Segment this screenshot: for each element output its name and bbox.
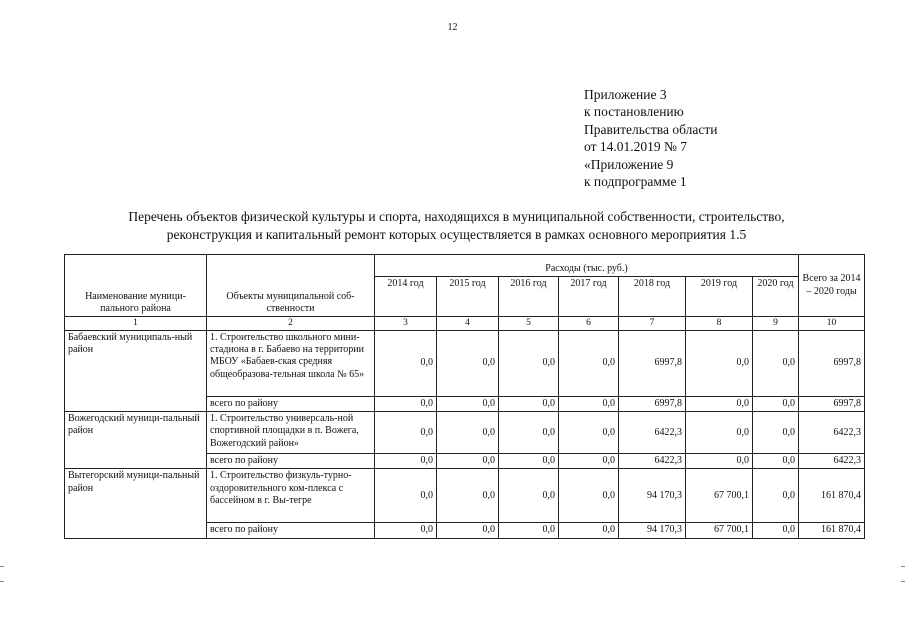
subtotal-cell: 0,0 bbox=[499, 523, 559, 538]
subtotal-total-cell: 6997,8 bbox=[799, 397, 865, 412]
value-cell: 0,0 bbox=[559, 412, 619, 454]
header-district: Наименование муници-пального района bbox=[65, 255, 207, 317]
subtotal-cell: 0,0 bbox=[499, 454, 559, 469]
column-number: 1 bbox=[65, 317, 207, 331]
column-number: 7 bbox=[619, 317, 686, 331]
total-cell: 6422,3 bbox=[799, 412, 865, 454]
value-cell: 0,0 bbox=[499, 331, 559, 397]
scan-edge-mark bbox=[901, 566, 905, 567]
subtotal-cell: 0,0 bbox=[437, 397, 499, 412]
value-cell: 0,0 bbox=[753, 331, 799, 397]
header-year: 2017 год bbox=[559, 277, 619, 317]
header-expenses: Расходы (тыс. руб.) bbox=[375, 255, 799, 277]
column-number: 10 bbox=[799, 317, 865, 331]
header-year: 2015 год bbox=[437, 277, 499, 317]
subtotal-cell: 0,0 bbox=[375, 454, 437, 469]
value-cell: 0,0 bbox=[437, 331, 499, 397]
value-cell: 0,0 bbox=[559, 469, 619, 523]
subtotal-total-cell: 161 870,4 bbox=[799, 523, 865, 538]
appendix-line: от 14.01.2019 № 7 bbox=[584, 139, 687, 155]
subtotal-cell: 0,0 bbox=[375, 397, 437, 412]
table-row bbox=[65, 331, 865, 397]
subtotal-cell: 94 170,3 bbox=[619, 523, 686, 538]
scan-edge-mark bbox=[0, 566, 4, 567]
value-cell: 0,0 bbox=[375, 331, 437, 397]
subtotal-cell: 6997,8 bbox=[619, 397, 686, 412]
object-name: 1. Строительство школьного мини-стадиона в г. Бабаево на территории МБОУ «Бабаев-ская средняя общеобразова-тельная школа № 65» bbox=[207, 331, 375, 397]
column-number: 3 bbox=[375, 317, 437, 331]
header-total: Всего за 2014 – 2020 годы bbox=[799, 255, 865, 317]
subtotal-label: всего по району bbox=[207, 454, 375, 469]
subtotal-cell: 0,0 bbox=[559, 454, 619, 469]
subtotal-total-cell: 6422,3 bbox=[799, 454, 865, 469]
column-number: 2 bbox=[207, 317, 375, 331]
value-cell: 94 170,3 bbox=[619, 469, 686, 523]
value-cell: 0,0 bbox=[437, 412, 499, 454]
value-cell: 0,0 bbox=[499, 469, 559, 523]
header-year: 2018 год bbox=[619, 277, 686, 317]
value-cell: 6997,8 bbox=[619, 331, 686, 397]
value-cell: 0,0 bbox=[753, 412, 799, 454]
value-cell: 0,0 bbox=[437, 469, 499, 523]
subtotal-cell: 0,0 bbox=[753, 523, 799, 538]
value-cell: 0,0 bbox=[686, 331, 753, 397]
appendix-line: к постановлению bbox=[584, 104, 684, 120]
subtotal-cell: 67 700,1 bbox=[686, 523, 753, 538]
header-year: 2016 год bbox=[499, 277, 559, 317]
column-number: 5 bbox=[499, 317, 559, 331]
subtotal-cell: 0,0 bbox=[559, 523, 619, 538]
header-year: 2019 год bbox=[686, 277, 753, 317]
header-year: 2014 год bbox=[375, 277, 437, 317]
title-line: Перечень объектов физической культуры и спорта, находящихся в муниципальной собственности, строительство, bbox=[128, 209, 785, 224]
subtotal-cell: 0,0 bbox=[753, 397, 799, 412]
object-name: 1. Строительство физкуль-турно-оздоровительного ком-плекса с бассейном в г. Вы-тегре bbox=[207, 469, 375, 523]
subtotal-cell: 0,0 bbox=[437, 523, 499, 538]
column-number: 6 bbox=[559, 317, 619, 331]
appendix-line: Правительства области bbox=[584, 121, 718, 137]
subtotal-cell: 0,0 bbox=[437, 454, 499, 469]
expenses-table bbox=[64, 254, 865, 539]
column-number: 8 bbox=[686, 317, 753, 331]
subtotal-cell: 0,0 bbox=[753, 454, 799, 469]
subtotal-cell: 0,0 bbox=[559, 397, 619, 412]
header-row bbox=[65, 255, 865, 277]
appendix-header bbox=[584, 86, 717, 190]
header-objects: Объекты муниципальной соб-ственности bbox=[207, 255, 375, 317]
total-cell: 6997,8 bbox=[799, 331, 865, 397]
table-row bbox=[65, 469, 865, 523]
value-cell: 0,0 bbox=[375, 412, 437, 454]
header-year: 2020 год bbox=[753, 277, 799, 317]
subtotal-label: всего по району bbox=[207, 523, 375, 538]
column-number: 9 bbox=[753, 317, 799, 331]
value-cell: 6422,3 bbox=[619, 412, 686, 454]
scan-edge-mark bbox=[0, 581, 4, 582]
value-cell: 0,0 bbox=[686, 412, 753, 454]
document-title bbox=[60, 208, 853, 244]
district-name: Вожегодский муници-пальный район bbox=[65, 412, 207, 469]
value-cell: 0,0 bbox=[375, 469, 437, 523]
district-name: Бабаевский муниципаль-ный район bbox=[65, 331, 207, 412]
table-row bbox=[65, 412, 865, 454]
column-number: 4 bbox=[437, 317, 499, 331]
scan-edge-mark bbox=[901, 581, 905, 582]
appendix-line: «Приложение 9 bbox=[584, 156, 674, 172]
subtotal-cell: 0,0 bbox=[375, 523, 437, 538]
appendix-line: Приложение 3 bbox=[584, 87, 667, 102]
title-line: реконструкция и капитальный ремонт которых осуществляется в рамках основного мероприятия 1.5 bbox=[166, 227, 747, 242]
page-number: 12 bbox=[447, 22, 458, 33]
object-name: 1. Строительство универсаль-ной спортивной площадки в п. Вожега, Вожегодский район» bbox=[207, 412, 375, 454]
column-numbers-row bbox=[65, 317, 865, 331]
appendix-line: к подпрограмме 1 bbox=[584, 174, 687, 190]
total-cell: 161 870,4 bbox=[799, 469, 865, 523]
subtotal-cell: 0,0 bbox=[499, 397, 559, 412]
value-cell: 0,0 bbox=[753, 469, 799, 523]
value-cell: 0,0 bbox=[499, 412, 559, 454]
value-cell: 0,0 bbox=[559, 331, 619, 397]
value-cell: 67 700,1 bbox=[686, 469, 753, 523]
subtotal-cell: 0,0 bbox=[686, 397, 753, 412]
subtotal-cell: 6422,3 bbox=[619, 454, 686, 469]
district-name: Вытегорский муници-пальный район bbox=[65, 469, 207, 538]
subtotal-cell: 0,0 bbox=[686, 454, 753, 469]
subtotal-label: всего по району bbox=[207, 397, 375, 412]
